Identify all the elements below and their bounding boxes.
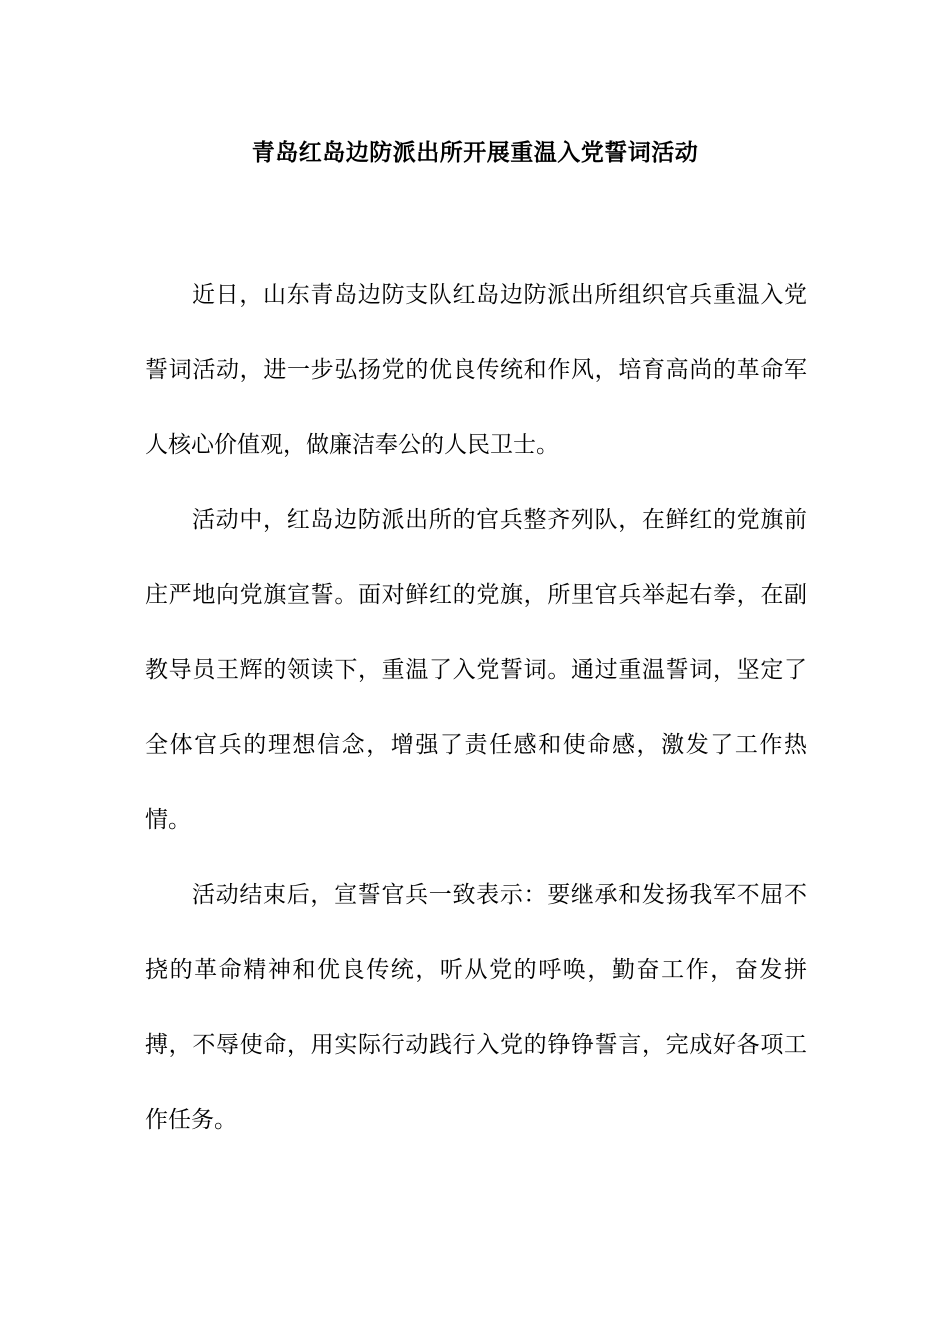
paragraph-1: 近日，山东青岛边防支队红岛边防派出所组织官兵重温入党誓词活动，进一步弘扬党的优良传统和作风，培育高尚的革命军人核心价值观，做廉洁奉公的人民卫士。 [145, 282, 807, 458]
paragraph-3: 活动结束后，宣誓官兵一致表示：要继承和发扬我军不屈不挠的革命精神和优良传统，听从党的呼唤，勤奋工作，奋发拼搏，不辱使命，用实际行动践行入党的铮铮誓言，完成好各项工作任务。 [145, 882, 807, 1133]
paragraph-2: 活动中，红岛边防派出所的官兵整齐列队，在鲜红的党旗前庄严地向党旗宣誓。面对鲜红的党旗，所里官兵举起右拳，在副教导员王辉的领读下，重温了入党誓词。通过重温誓词，坚定了全体官兵的理想信念，增强了责任感和使命感，激发了工作热情。 [145, 507, 807, 833]
document-title: 青岛红岛边防派出所开展重温入党誓词活动 [251, 139, 699, 166]
document-body [145, 258, 807, 1158]
